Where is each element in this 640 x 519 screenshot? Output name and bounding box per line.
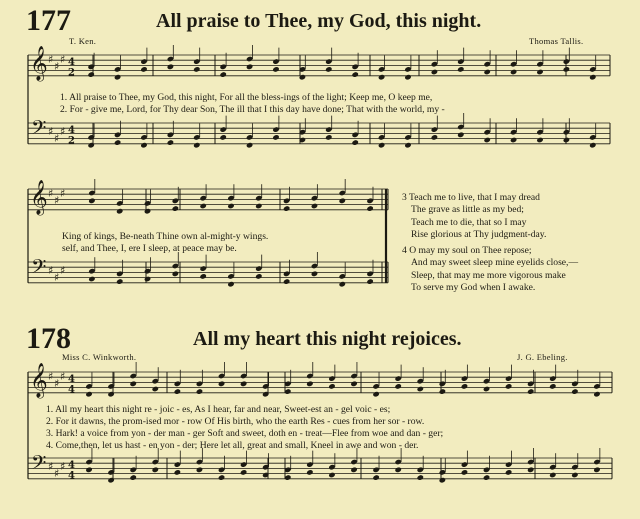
- verse-4-line: And may sweet sleep mine eyelids close,—: [411, 257, 579, 269]
- note-head: [199, 203, 206, 209]
- note-head: [88, 276, 95, 282]
- note-head: [589, 74, 596, 80]
- sharp-icon: ♯: [54, 132, 60, 145]
- note-head: [144, 276, 151, 282]
- note-head: [306, 381, 313, 387]
- hymn-177-music-credit: Thomas Tallis.: [529, 36, 584, 46]
- note-head: [593, 391, 600, 397]
- note-head: [484, 137, 491, 143]
- time-signature: 2: [68, 67, 75, 79]
- hymn-178-title: All my heart this night rejoices.: [193, 328, 462, 350]
- hymn-177-title: All praise to Thee, my God, this night.: [156, 10, 482, 32]
- hymn-177-lyrics-line-3: King of kings, Be-neath Thine own al-might-y wings.: [62, 231, 269, 242]
- time-signature: 4: [68, 460, 75, 471]
- note-head: [431, 69, 438, 75]
- sharp-icon: ♯: [60, 264, 66, 277]
- note-head: [372, 474, 379, 480]
- note-head: [193, 142, 200, 148]
- hymn-177-words-credit: T. Ken.: [69, 36, 97, 46]
- note-head: [417, 386, 424, 392]
- note-head: [107, 477, 114, 483]
- note-head: [116, 278, 123, 284]
- note-head: [172, 205, 179, 211]
- note-head: [227, 281, 234, 287]
- note-head: [549, 383, 556, 389]
- bass-clef-icon: 𝄢: [31, 116, 47, 144]
- verse-4-line: To serve my God when I awake.: [411, 281, 536, 293]
- note-head: [484, 69, 491, 75]
- hymn-177-lyrics-line-2: 2. For - give me, Lord, for Thy dear Son, The ill that I this day have done; That with the world, my -: [60, 104, 445, 115]
- note-head: [457, 66, 464, 72]
- note-head: [218, 381, 225, 387]
- time-signature: 2: [68, 135, 75, 147]
- sharp-icon: ♯: [48, 53, 54, 66]
- time-signature: 4: [68, 125, 75, 136]
- sharp-icon: ♯: [60, 53, 66, 66]
- verse-4-line: 4 O may my soul on Thee repose;: [402, 245, 532, 256]
- sharp-icon: ♯: [60, 370, 66, 383]
- note-head: [144, 208, 151, 214]
- verse-4-line: Sleep, that may me more vigorous make: [411, 269, 566, 281]
- note-head: [431, 134, 438, 140]
- note-head: [220, 134, 227, 140]
- bass-clef-icon: 𝄢: [31, 451, 47, 479]
- note-head: [505, 469, 512, 475]
- note-head: [88, 198, 95, 204]
- treble-clef-icon: 𝄞: [30, 363, 48, 398]
- note-head: [325, 134, 332, 140]
- time-signature: 4: [68, 57, 75, 68]
- note-head: [510, 137, 517, 143]
- note-head: [417, 474, 424, 480]
- note-head: [174, 469, 181, 475]
- note-head: [536, 69, 543, 75]
- verse-3-line: 3 Teach me to live, that I may dread: [402, 192, 540, 203]
- note-head: [220, 71, 227, 77]
- note-head: [196, 467, 203, 473]
- note-head: [378, 142, 385, 148]
- note-head: [311, 271, 318, 277]
- note-head: [85, 467, 92, 473]
- note-head: [571, 388, 578, 394]
- note-head: [193, 66, 200, 72]
- note-head: [339, 281, 346, 287]
- hymn-178-number: 178: [26, 322, 71, 355]
- note-head: [167, 139, 174, 145]
- sharp-icon: ♯: [48, 125, 54, 138]
- note-head: [88, 142, 95, 148]
- note-head: [240, 469, 247, 475]
- bass-clef-icon: 𝄢: [31, 255, 47, 283]
- note-head: [255, 203, 262, 209]
- note-head: [461, 383, 468, 389]
- sharp-icon: ♯: [60, 460, 66, 473]
- note-head: [140, 142, 147, 148]
- verse-3-line: Rise glorious at Thy judgment-day.: [411, 228, 547, 240]
- time-signature: 4: [68, 374, 75, 385]
- note-head: [272, 134, 279, 140]
- note-head: [483, 386, 490, 392]
- sharp-icon: ♯: [48, 460, 54, 473]
- sharp-icon: ♯: [54, 60, 60, 73]
- note-head: [483, 474, 490, 480]
- note-head: [571, 472, 578, 478]
- note-head: [227, 203, 234, 209]
- note-head: [328, 383, 335, 389]
- note-head: [404, 142, 411, 148]
- treble-clef-icon: 𝄞: [30, 180, 48, 215]
- hymn-178-lyrics-line-4: 4. Come,then, let us hast - en yon - der; Here let all, great and small, Kneel in awe and won - der.: [46, 440, 419, 451]
- note-head: [563, 137, 570, 143]
- note-head: [536, 137, 543, 143]
- note-head: [88, 71, 95, 77]
- sharp-icon: ♯: [60, 187, 66, 200]
- note-head: [152, 467, 159, 473]
- note-head: [457, 132, 464, 138]
- note-head: [167, 64, 174, 70]
- hymn-177-lyrics-line-4: self, and Thee, I, ere I sleep, at peace may be.: [62, 243, 237, 254]
- note-head: [140, 66, 147, 72]
- note-head: [366, 205, 373, 211]
- note-head: [439, 388, 446, 394]
- sharp-icon: ♯: [54, 194, 60, 207]
- note-head: [130, 474, 137, 480]
- note-head: [283, 205, 290, 211]
- sharp-icon: ♯: [48, 264, 54, 277]
- time-signature: 4: [68, 384, 75, 396]
- treble-clef-icon: 𝄞: [30, 46, 48, 81]
- note-head: [589, 142, 596, 148]
- note-head: [85, 391, 92, 397]
- sharp-icon: ♯: [48, 370, 54, 383]
- note-head: [352, 139, 359, 145]
- note-head: [505, 383, 512, 389]
- note-head: [196, 388, 203, 394]
- hymn-177-number: 177: [26, 4, 71, 37]
- note-head: [439, 477, 446, 483]
- note-head: [272, 66, 279, 72]
- hymn-177-verse-3: [402, 192, 546, 241]
- note-head: [339, 198, 346, 204]
- note-head: [372, 391, 379, 397]
- note-head: [325, 66, 332, 72]
- note-head: [395, 467, 402, 473]
- sharp-icon: ♯: [60, 125, 66, 138]
- note-head: [350, 467, 357, 473]
- note-head: [116, 208, 123, 214]
- note-head: [246, 142, 253, 148]
- note-head: [255, 273, 262, 279]
- note-head: [350, 381, 357, 387]
- hymn-178-lyrics-line-3: 3. Hark! a voice from yon - der man - ger Soft and sweet, doth en - treat—Flee from woe and dan - ger;: [46, 428, 444, 439]
- note-head: [527, 388, 534, 394]
- note-head: [174, 388, 181, 394]
- note-head: [283, 278, 290, 284]
- note-head: [246, 64, 253, 70]
- sharp-icon: ♯: [54, 467, 60, 480]
- note-head: [549, 472, 556, 478]
- note-head: [328, 472, 335, 478]
- note-head: [404, 74, 411, 80]
- note-head: [395, 383, 402, 389]
- note-head: [240, 381, 247, 387]
- note-head: [461, 469, 468, 475]
- note-head: [114, 139, 121, 145]
- sharp-icon: ♯: [54, 377, 60, 390]
- hymn-178-lyrics-line-2: 2. For it dawns, the prom-ised mor - row Of His birth, who the earth Res - cues from her sor - row.: [46, 416, 425, 427]
- note-head: [378, 74, 385, 80]
- note-head: [527, 467, 534, 473]
- note-head: [130, 381, 137, 387]
- note-head: [114, 74, 121, 80]
- note-head: [152, 386, 159, 392]
- hymn-178-words-credit: Miss C. Winkworth.: [62, 352, 137, 362]
- hymn-177-verse-4: [402, 245, 578, 294]
- note-head: [366, 278, 373, 284]
- note-head: [172, 271, 179, 277]
- note-head: [306, 469, 313, 475]
- note-head: [218, 474, 225, 480]
- hymn-178-lyrics-line-1: 1. All my heart this night re - joic - es, As I hear, far and near, Sweet-est an - gel voic - es;: [46, 404, 391, 415]
- verse-3-line: Teach me to die, that so I may: [411, 216, 527, 228]
- note-head: [593, 467, 600, 473]
- hymn-177-lyrics-line-1: 1. All praise to Thee, my God, this night, For all the bless-ings of the light; Keep me, O keep me,: [60, 92, 433, 103]
- sharp-icon: ♯: [48, 187, 54, 200]
- note-head: [563, 66, 570, 72]
- verse-3-line: The grave as little as my bed;: [411, 204, 524, 216]
- note-head: [352, 71, 359, 77]
- hymn-178-music-credit: J. G. Ebeling.: [517, 352, 568, 362]
- note-head: [199, 273, 206, 279]
- note-head: [510, 69, 517, 75]
- note-head: [311, 203, 318, 209]
- sharp-icon: ♯: [54, 271, 60, 284]
- time-signature: 4: [68, 470, 75, 482]
- note-head: [107, 391, 114, 397]
